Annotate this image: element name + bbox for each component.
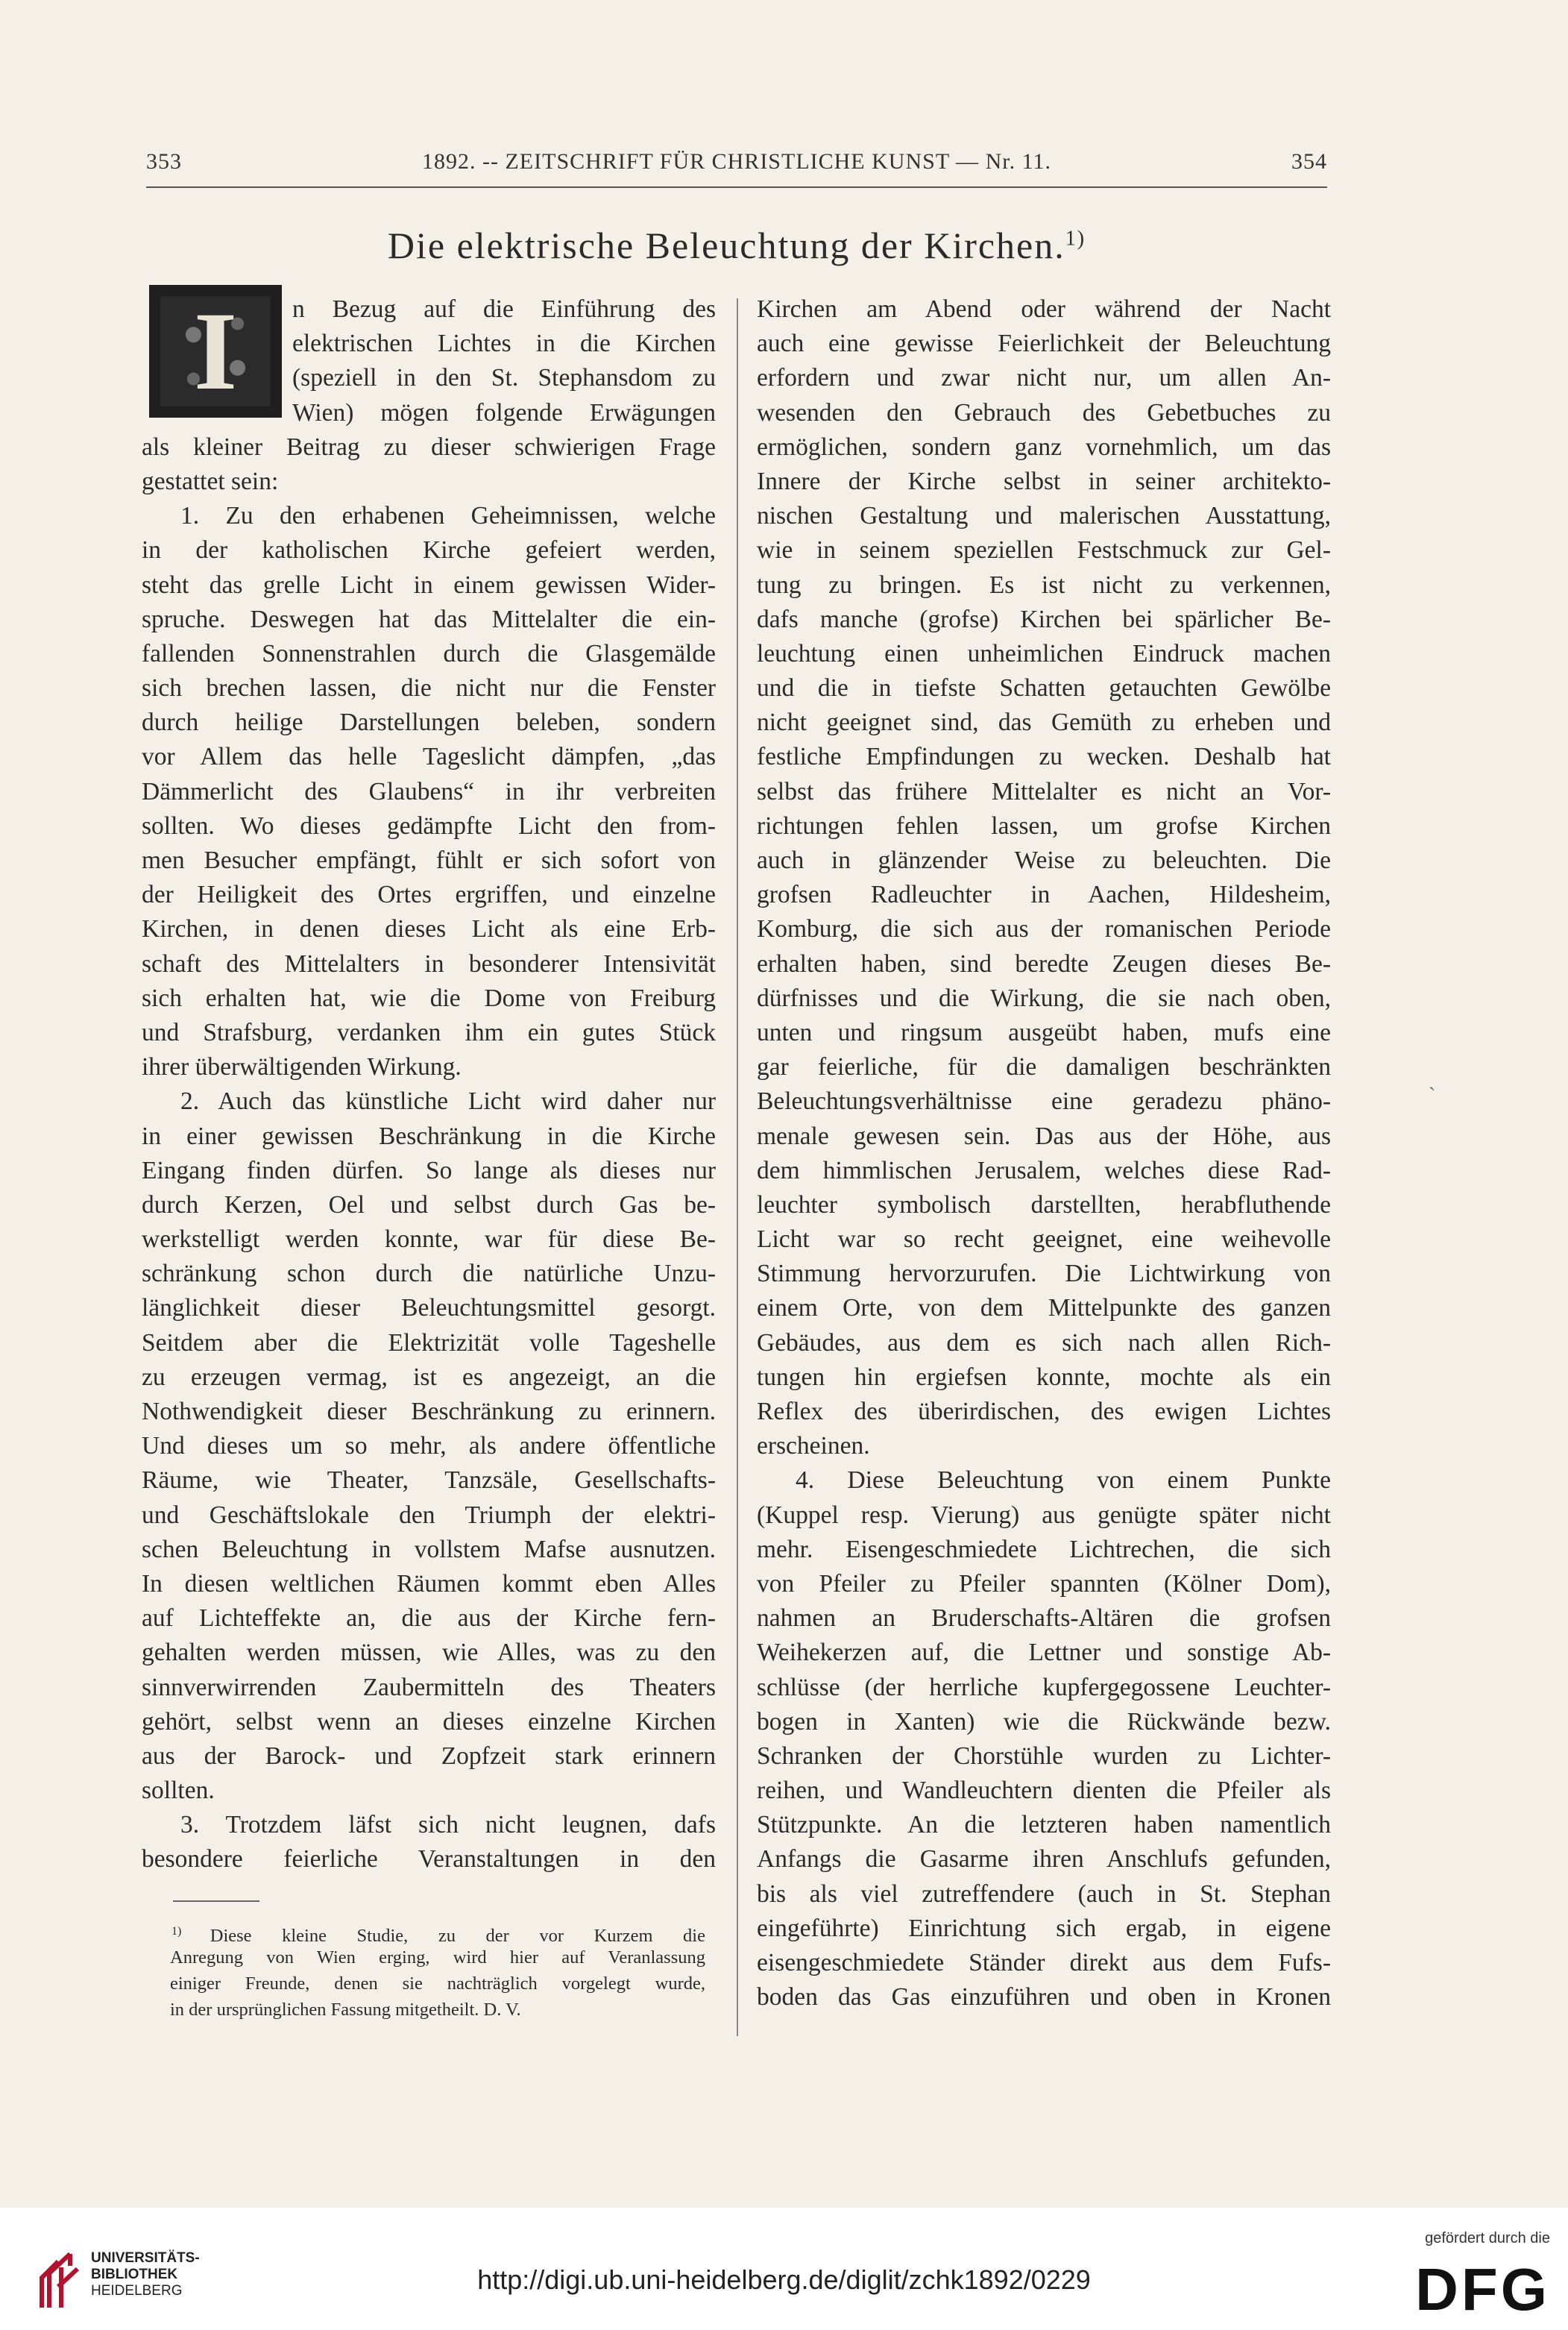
- text-line: bogen in Xanten) wie die Rückwände bezw.: [757, 1707, 1331, 1736]
- text-line: Dämmerlicht des Glaubens“ in ihr verbreiten: [142, 777, 716, 806]
- column-separator: [737, 298, 738, 2036]
- margin-mark: ˏ: [1429, 1068, 1436, 1091]
- text-line: wie in seinem speziellen Festschmuck zur Gel-: [757, 536, 1331, 565]
- text-line: auch eine gewisse Feierlichkeit der Beleuchtung: [757, 330, 1331, 358]
- footnote: [170, 1918, 705, 2023]
- text-line: sich brechen lassen, die nicht nur die Fenster: [142, 674, 716, 703]
- text-line: grofsen Radleuchter in Aachen, Hildesheim,: [757, 881, 1331, 909]
- text-line: spruche. Deswegen hat das Mittelalter die ein-: [142, 605, 716, 633]
- article-title: [146, 224, 1327, 267]
- page-number-right: 354: [1291, 149, 1327, 174]
- text-line: gehört, selbst wenn an dieses einzelne Kirchen: [142, 1707, 716, 1736]
- text-line: elektrischen Lichtes in die Kirchen: [292, 330, 716, 358]
- text-line: und Strafsburg, verdanken ihm ein gutes Stück: [142, 1018, 716, 1046]
- text-line: Beleuchtungsverhältnisse eine geradezu phäno-: [757, 1087, 1331, 1116]
- text-line: festliche Empfindungen zu wecken. Deshalb hat: [757, 743, 1331, 771]
- footnote-line: einiger Freunde, denen sie nachträglich vorgelegt wurde,: [170, 1973, 705, 1994]
- text-line: besondere feierliche Veranstaltungen in den: [142, 1845, 716, 1874]
- text-line: Komburg, die sich aus der romanischen Periode: [757, 915, 1331, 943]
- dfg-logo: DFG: [1415, 2256, 1550, 2323]
- footnote-text: Diese kleine Studie, zu der vor Kurzem die: [210, 1926, 705, 1947]
- text-line: leuchter symbolisch darstellten, herabfluthende: [757, 1190, 1331, 1219]
- text-line: länglichkeit dieser Beleuchtungsmittel gesorgt.: [142, 1294, 716, 1322]
- right-column: [757, 292, 1331, 2015]
- text-line: und Geschäftslokale den Triumph der elektri-: [142, 1501, 716, 1529]
- text-line: auch in glänzender Weise zu beleuchten. Die: [757, 847, 1331, 874]
- text-line: nicht geeignet sind, das Gemüth zu erheben und: [757, 709, 1331, 737]
- text-line: sinnverwirrenden Zaubermitteln des Theaters: [142, 1673, 716, 1701]
- footnote-line: Anregung von Wien erging, wird hier auf Veranlassung: [170, 1947, 705, 1968]
- library-line-3: HEIDELBERG: [91, 2283, 183, 2299]
- text-line: nahmen an Bruderschafts-Altären die grofsen: [757, 1604, 1331, 1633]
- text-line: (Kuppel resp. Vierung) aus genügte später nicht: [757, 1501, 1331, 1529]
- text-line: Eingang finden dürfen. So lange als dieses nur: [142, 1156, 716, 1184]
- text-line: werkstelligt werden konnte, war für diese Be-: [142, 1225, 716, 1254]
- text-line: Räume, wie Theater, Tanzsäle, Gesellschafts-: [142, 1466, 716, 1495]
- text-line: dürfnisses und die Wirkung, die sie nach oben,: [757, 984, 1331, 1012]
- text-line: Innere der Kirche selbst in seiner architekto-: [757, 467, 1331, 495]
- text-line: reihen, und Wandleuchtern dienten die Pfeiler als: [757, 1777, 1331, 1805]
- text-line: der Heiligkeit des Ortes ergriffen, und einzelne: [142, 881, 716, 909]
- text-line: einem Orte, von dem Mittelpunkte des ganzen: [757, 1294, 1331, 1322]
- text-line: erhalten haben, sind beredte Zeugen dieses Be-: [757, 949, 1331, 978]
- text-line: In diesen weltlichen Räumen kommt eben Alles: [142, 1569, 716, 1598]
- text-line: schränkung schon durch die natürliche Unzu-: [142, 1260, 716, 1288]
- page-number-left: 353: [146, 149, 182, 174]
- text-line: Gebäudes, aus dem es sich nach allen Rich-: [757, 1328, 1331, 1357]
- text-line: gehalten werden müssen, wie Alles, was zu den: [142, 1639, 716, 1667]
- footnote-rule: [173, 1900, 259, 1902]
- text-line: aus der Barock- und Zopfzeit stark erinnern: [142, 1742, 716, 1770]
- text-line: Weihekerzen auf, die Lettner und sonstige Ab-: [757, 1639, 1331, 1667]
- title-footnote-ref: 1): [1065, 227, 1086, 251]
- text-line: Kirchen am Abend oder während der Nacht: [757, 295, 1331, 323]
- library-line-2: BIBLIOTHEK: [91, 2267, 178, 2282]
- text-line: schaft des Mittelalters in besonderer Intensivität: [142, 949, 716, 978]
- text-line: tung zu bringen. Es ist nicht zu verkennen,: [757, 571, 1331, 599]
- text-line: auf Lichteffekte an, die aus der Kirche fern-: [142, 1604, 716, 1633]
- text-line: unten und ringsum ausgeübt haben, mufs eine: [757, 1018, 1331, 1046]
- text-line: zu erzeugen vermag, ist es angezeigt, an die: [142, 1363, 716, 1391]
- text-line: 2. Auch das künstliche Licht wird daher nur: [180, 1087, 716, 1116]
- text-line: eingeführte) Einrichtung sich ergab, in eigene: [757, 1914, 1331, 1942]
- library-line-1: UNIVERSITÄTS-: [91, 2250, 200, 2266]
- text-line: ermöglichen, sondern ganz vornehmlich, um das: [757, 433, 1331, 461]
- text-line: selbst das frühere Mittelalter es nicht an Vor-: [757, 777, 1331, 806]
- text-line: fallenden Sonnenstrahlen durch die Glasgemälde: [142, 639, 716, 668]
- text-line: in einer gewissen Beschränkung in die Kirche: [142, 1122, 716, 1150]
- text-line: Licht war so recht geeignet, eine weihevolle: [757, 1225, 1331, 1254]
- text-line: Seitdem aber die Elektrizität volle Tageshelle: [142, 1328, 716, 1357]
- text-line: schlüsse (der herrliche kupfergegossene Leuchter-: [757, 1673, 1331, 1701]
- text-line: mehr. Eisengeschmiedete Lichtrechen, die sich: [757, 1535, 1331, 1563]
- text-line: und die in tiefste Schatten getauchten Gewölbe: [757, 674, 1331, 703]
- text-line: Und dieses um so mehr, als andere öffentliche: [142, 1432, 716, 1460]
- text-line: durch Kerzen, Oel und selbst durch Gas be-: [142, 1190, 716, 1219]
- title-text: Die elektrische Beleuchtung der Kirchen.: [387, 224, 1065, 266]
- text-line: gar feierliche, für die damaligen beschränkten: [757, 1053, 1331, 1081]
- header-rule: [146, 186, 1327, 188]
- text-line: schen Beleuchtung in vollstem Mafse ausnutzen.: [142, 1535, 716, 1563]
- text-line: 4. Diese Beleuchtung von einem Punkte: [796, 1466, 1331, 1495]
- text-line: Schranken der Chorstühle wurden zu Lichter-: [757, 1742, 1331, 1770]
- text-line: Kirchen, in denen dieses Licht als eine Erb-: [142, 915, 716, 943]
- running-header: [146, 149, 1327, 179]
- footnote-mark: 1): [171, 1925, 210, 1938]
- text-line: boden das Gas einzuführen und oben in Kronen: [757, 1983, 1331, 2012]
- text-line: sollten. Wo dieses gedämpfte Licht den from-: [142, 811, 716, 840]
- text-line: Reflex des überirdischen, des ewigen Lichtes: [757, 1398, 1331, 1425]
- text-line: wesenden den Gebrauch des Gebetbuches zu: [757, 398, 1331, 427]
- text-line: sich erhalten hat, wie die Dome von Freiburg: [142, 984, 716, 1012]
- text-line: ihrer überwältigenden Wirkung.: [142, 1053, 462, 1081]
- text-line: von Pfeiler zu Pfeiler spannten (Kölner Dom),: [757, 1569, 1331, 1598]
- text-line: dem himmlischen Jerusalem, welches diese Rad-: [757, 1156, 1331, 1184]
- text-line: 3. Trotzdem läfst sich nicht leugnen, dafs: [180, 1811, 716, 1839]
- text-line: men Besucher empfängt, fühlt er sich sofort von: [142, 847, 716, 874]
- text-line: leuchtung einen unheimlichen Eindruck machen: [757, 639, 1331, 668]
- text-line: vor Allem das helle Tageslicht dämpfen, „das: [142, 743, 716, 771]
- text-line: richtungen fehlen lassen, um grofse Kirchen: [757, 811, 1331, 840]
- text-line: erscheinen.: [757, 1432, 870, 1460]
- text-line: menale gewesen sein. Das aus der Höhe, aus: [757, 1122, 1331, 1150]
- initial-letter: I: [193, 289, 238, 413]
- text-line: in der katholischen Kirche gefeiert werden,: [142, 536, 716, 565]
- text-line: Anfangs die Gasarme ihren Anschlufs gefunden,: [757, 1845, 1331, 1874]
- text-line: als kleiner Beitrag zu dieser schwierigen Frage: [142, 433, 716, 461]
- text-line: steht das grelle Licht in einem gewissen Wider-: [142, 571, 716, 599]
- text-line: sollten.: [142, 1777, 215, 1805]
- permalink-url[interactable]: http://digi.ub.uni-heidelberg.de/diglit/zchk1892/0229: [477, 2264, 1091, 2295]
- text-line: (speziell in den St. Stephansdom zu: [292, 364, 716, 392]
- left-column: [142, 289, 716, 1877]
- text-line: Nothwendigkeit dieser Beschränkung zu erinnern.: [142, 1398, 716, 1425]
- text-line: gestattet sein:: [142, 467, 279, 495]
- footnote-line: [170, 1918, 705, 1947]
- text-line: bis als viel zutreffendere (auch in St. Stephan: [757, 1880, 1331, 1908]
- text-line: durch heilige Darstellungen beleben, sondern: [142, 709, 716, 737]
- text-line: tungen hin ergiefsen konnte, mochte als ein: [757, 1363, 1331, 1391]
- text-line: 1. Zu den erhabenen Geheimnissen, welche: [180, 502, 716, 530]
- text-line: nischen Gestaltung und malerischen Ausstattung,: [757, 502, 1331, 530]
- text-line: n Bezug auf die Einführung des: [292, 295, 716, 323]
- text-line: eisengeschmiedete Ständer direkt aus dem Fufs-: [757, 1949, 1331, 1976]
- text-line: Stimmung hervorzurufen. Die Lichtwirkung von: [757, 1260, 1331, 1288]
- text-line: dafs manche (grofse) Kirchen bei spärlicher Be-: [757, 605, 1331, 633]
- footnote-line: in der ursprünglichen Fassung mitgetheilt. D. V.: [170, 2000, 521, 2020]
- text-line: erfordern und zwar nicht nur, um allen An-: [757, 364, 1331, 392]
- journal-title: 1892. -- ZEITSCHRIFT FÜR CHRISTLICHE KUNST — Nr. 11.: [422, 149, 1051, 174]
- text-line: Stützpunkte. An die letzteren haben namentlich: [757, 1811, 1331, 1839]
- text-line: Wien) mögen folgende Erwägungen: [292, 398, 716, 427]
- funding-label: gefördert durch die: [1425, 2230, 1550, 2246]
